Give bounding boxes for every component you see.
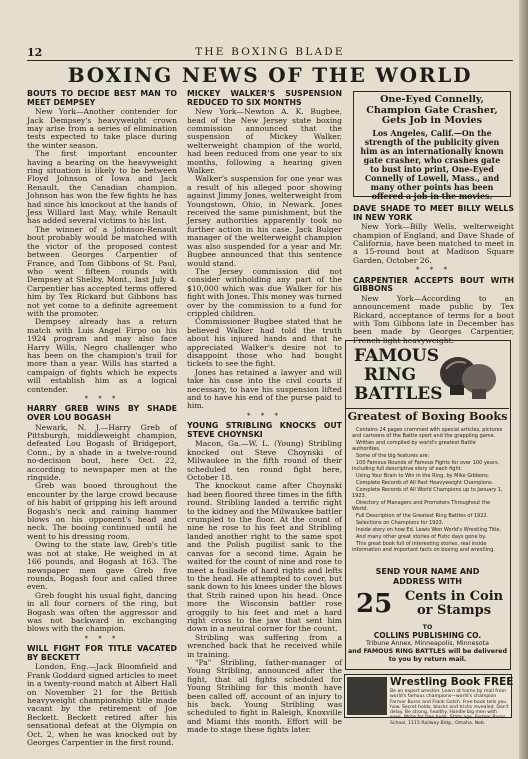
box-text: Los Angeles, Calif.—On the strength of the publicity given him as an internationally known gate crasher, who crashes gate to bust into print, One-Eyed Connelly of Lowell, Mass., and many other points has been offered a job in the movies. (360, 128, 504, 201)
price-number: 25 (356, 589, 393, 619)
article-headline: YOUNG STRIBLING KNOCKS OUT STEVE CHOYNSKI (187, 421, 342, 439)
article-paragraph: Owing to the state law, Greb's title was not at stake. He weighed in at 166 pounds, and Bogash at 163. The newspaper men gave Greb five rounds, Bogash four and called three even. (27, 540, 177, 592)
article-headline: BOUTS TO DECIDE BEST MAN TO MEET DEMPSEY (27, 89, 177, 107)
article-paragraph: "Pa" Stribling, father-manager of Young Stribling, announced after the fight, that all fights scheduled for Young Stribling for this month have been called off, account of an injury to his back. Young Stribling was scheduled to fight in Raleigh, Knoxville and Miami this month. Effort will be made to stage these fights later. (187, 657, 342, 735)
logo-line: RING (363, 365, 417, 385)
article-paragraph: Jones has retained a lawyer and will take his case into the civil courts if necessary, to have his suspension lifted and to have his end of the purse paid to him. (187, 367, 342, 411)
ad-banner (346, 341, 509, 409)
ad-line: Inside story on how Ed. Lewis Won World's Wrestling Title. (356, 527, 502, 533)
ad-footer: and FAMOUS RING BATTLES will be delivered to you by return mail. (348, 648, 507, 663)
price-line: or Stamps (416, 603, 492, 618)
article-headline: MICKEY WALKER'S SUSPENSION REDUCED TO SIX MONTHS (187, 89, 342, 107)
ad-street: Tribune Annex, Minneapolis, Minnesota (366, 640, 489, 647)
ad-line: Using Your Brain to Win in the Ring, by Mike Gibbons. (356, 473, 490, 479)
column-3 (353, 205, 514, 345)
article-paragraph: Walker's suspension for one year was a result of his alleged poor showing against Jimmy Jones, welterweight from Youngstown, Ohio, in Newark. Jones received the same punishment, but the Jersey authorities apparently took no further action in his case. Jack Bulger manager of the welterweight champion was also suspended for a year and Mr. Bugbee announced that this sentence would stand. (187, 174, 342, 268)
article-headline: DAVE SHADE TO MEET BILLY WELLS IN NEW YORK (353, 204, 514, 222)
wrestling-book-ad (344, 674, 514, 726)
page-edge (519, 0, 528, 759)
ad-send-text (346, 567, 509, 587)
box-headline: One-Eyed Connelly, Champion Gate Crasher, Gets Job in Movies (366, 94, 498, 126)
article-paragraph: Greb was booed throughout the encounter by the large crowd because of his habit of gripping his left around Bogash's neck and raining hammer blows on his opponent's head and neck. The booing continued until he went to his dressing room. (27, 481, 177, 541)
ad-line: 100 Famous Rounds of Famous Fights for over 100 years, including full descriptive story of each fight. (352, 460, 500, 472)
article-paragraph: The knockout came after Choynski had been floored three times in the fifth round. Stribling landed a terrific right to the kidney and the Milwaukee battler crumpled to the floor. At the count of nine he rose to his feet and Stribling landed another right to the same spot and the Polish pugilist sank to the canvas for a second time. Again he waited for the count of nine and rose to meet a fusilade of hard rights and lefts to the head. He attempted to cover, but sank down to his knees under the blows that Strib rained upon his head. Once more the Wisconsin battler rose groggily to his feet and met a hard right cross to the jaw that sent him down in a neutral corner for the count. (187, 481, 343, 634)
wrestling-ad-text: Be an expert wrestler. Learn at home by mail from world's famous champions—world's champion Farmer Burns and Frank Gotch. Free book tells you how. Secret holds, blocks and tricks revealed. Don't delay. Be strong, healthy. Handle big men with ease. Write for free book. State age. Farmer Burns School, 1115 Railway Bldg., Omaha, Neb. (390, 689, 509, 726)
article-paragraph: Newark, N. J.—Harry Greb of Pittsburgh, middleweight champion, defeated Lou Bogash of Bridgeport, Conn., by a shade in a twelve-round no-decision bout, here Oct. 22, according to newspaper men at the ringside. (27, 422, 177, 483)
article-paragraph: Macon, Ga.—W. L. (Young) Stribling knocked out Steve Choynski of Milwaukee in the fifth round of their scheduled ten round fight here, October 18. (187, 439, 342, 483)
running-head: THE BOXING BLADE (195, 46, 345, 58)
article-paragraph: Stribling was suffering from a wrenched back that he received while in training. (187, 632, 342, 659)
price-line: Cents in Coin (404, 589, 504, 604)
logo-line: FAMOUS (354, 346, 439, 366)
article-paragraph: New York—Another contender for Jack Dempsey's heavyweight crown may arise from a series of elimination tests expected to take place during the winter season. (27, 107, 177, 150)
column-2 (187, 90, 342, 735)
connelly-box (353, 91, 511, 201)
ad-line: Contains 24 pages crammed with special articles, pictures and cartoons of the Battle sport and the grappling game. (352, 427, 503, 439)
page-title: BOXING NEWS OF THE WORLD (67, 63, 473, 87)
article-headline: WILL FIGHT FOR TITLE VACATED BY BECKETT (27, 644, 177, 662)
section-divider: * * * (247, 411, 282, 420)
article-paragraph: The winner of a Johnson-Renault bout probably would be matched with the victor of the proposed contest between Georges Carpentier of France, and Tom Gibbons of St. Paul, who went fifteen rounds with Dempsey at Shelby, Mont., last July 4. Carpentier has accepted terms offered him by Tex Rickard but Gibbons has not yet come to a definite agreement with the promoter. (27, 224, 177, 318)
ad-line: This great book full of interesting stories, real inside information and important facts on boxing and wrestling. (352, 541, 496, 553)
ad-logo (354, 346, 443, 404)
page-number: 12 (27, 46, 43, 59)
ad-line: Complete Records of All Past Heavyweight Champions. (356, 480, 494, 486)
wrestler-photo (347, 677, 387, 715)
ad-to: TO (422, 624, 433, 631)
ad-headline: Greatest of Boxing Books (347, 409, 508, 423)
famous-ring-battles-ad (345, 340, 511, 670)
ad-line: Written and compiled by world's greatest Battle authorities. (352, 440, 476, 452)
boxing-gloves-icon (434, 349, 502, 401)
section-divider: * * * (416, 266, 451, 275)
section-divider: * * * (84, 395, 120, 403)
article-paragraph: London, Eng.—Jack Bloomfield and Frank Goddard signed articles to meet in a twenty-round match at Albert Hall on November 21 for the British heavyweight championship title made vacant by the retirement of Joe Beckett. Beckett retired after his sensational defeat at the Olympia on Oct. 2, when he was knocked out by Georges Carpentier in the first round. (27, 662, 177, 747)
article-paragraph: The Jersey commission did not consider withholding any part of the $10,000 which was due Walker for his fight with Jones. This money was turned over by the commission to a fund for crippled children. (187, 266, 343, 318)
price-unit (400, 590, 508, 618)
ad-price (356, 589, 506, 621)
article-paragraph: Dempsey already has a return match with Luis Angel Firpo on his 1924 program and may also face Harry Wills, Negro challenger who has been on the champion's trail for more than a year. Wills has started a campaign of fights which he expects will establish him as a logical contender. (27, 317, 177, 394)
ad-body (352, 427, 503, 554)
article-headline: CARPENTIER ACCEPTS BOUT WITH GIBBONS (353, 275, 514, 294)
page-header (27, 46, 513, 61)
logo-line: BATTLES (354, 384, 443, 404)
send-line: SEND YOUR NAME AND (375, 567, 480, 576)
ad-company: COLLINS PUBLISHING CO. (373, 631, 482, 640)
ad-line: And many other great stories of Fistic days gone by. (356, 534, 487, 540)
ad-line: Full Description of the Greatest Ring Battles of 1922. (356, 513, 489, 519)
section-divider: * * * (84, 634, 120, 643)
column-1 (27, 90, 177, 747)
ad-line: Directory of Managers and Promoters Throughout the World. (352, 500, 491, 512)
ad-line: Some of the big features are: (356, 453, 430, 459)
article-paragraph: Commissioner Bugbee stated that he believed Walker had told the truth about his injured hands and that he appreciated Walker's desire not to disappoint those who had bought tickets to see the fight. (187, 317, 342, 369)
article-paragraph: New York—Billy Wells, welterweight champion of England, and Dave Shade of California, have been matched to meet in a 15-round bout at Madison Square Garden, October 26. (353, 222, 514, 265)
article-paragraph: New York—Newton A. K. Bugbee, head of the New Jersey state boxing commission announced that the suspension of Mickey Walker, welterweight champion of the world, had been reduced from one year to six months, following a hearing given Walker. (187, 107, 342, 176)
ad-line: Selections on Champions for 1923. (356, 520, 444, 526)
ad-line: Complete Records of All World Champions up to January 1, 1923. (352, 487, 503, 499)
send-line: ADDRESS WITH (393, 577, 462, 586)
article-headline: HARRY GREB WINS BY SHADE OVER LOU BOGASH (27, 404, 177, 422)
article-paragraph: The first important encounter having a bearing on the heavyweight ring situation is likely to be between Floyd Johnson of Iowa and Jack Renault, the Canadian champion. Johnson has won the few fights he has had since his knockout at the hands of Jess Willard last May, while Renault has added several victims to his list. (27, 149, 177, 226)
wrestling-ad-headline: Wrestling Book FREE (390, 676, 514, 688)
ad-address (346, 624, 509, 664)
article-paragraph: New York—According to an announcement made public by Tex Rickard, acceptance of terms for a bout with Tom Gibbons late in December has been made by Georges Carpentier, French light heavyweight. (353, 293, 514, 345)
article-paragraph: Greb fought his usual fight, dancing in all four corners of the ring, but Bogash was often the aggressor and was not backward in exchanging blows with the champion. (27, 590, 177, 634)
